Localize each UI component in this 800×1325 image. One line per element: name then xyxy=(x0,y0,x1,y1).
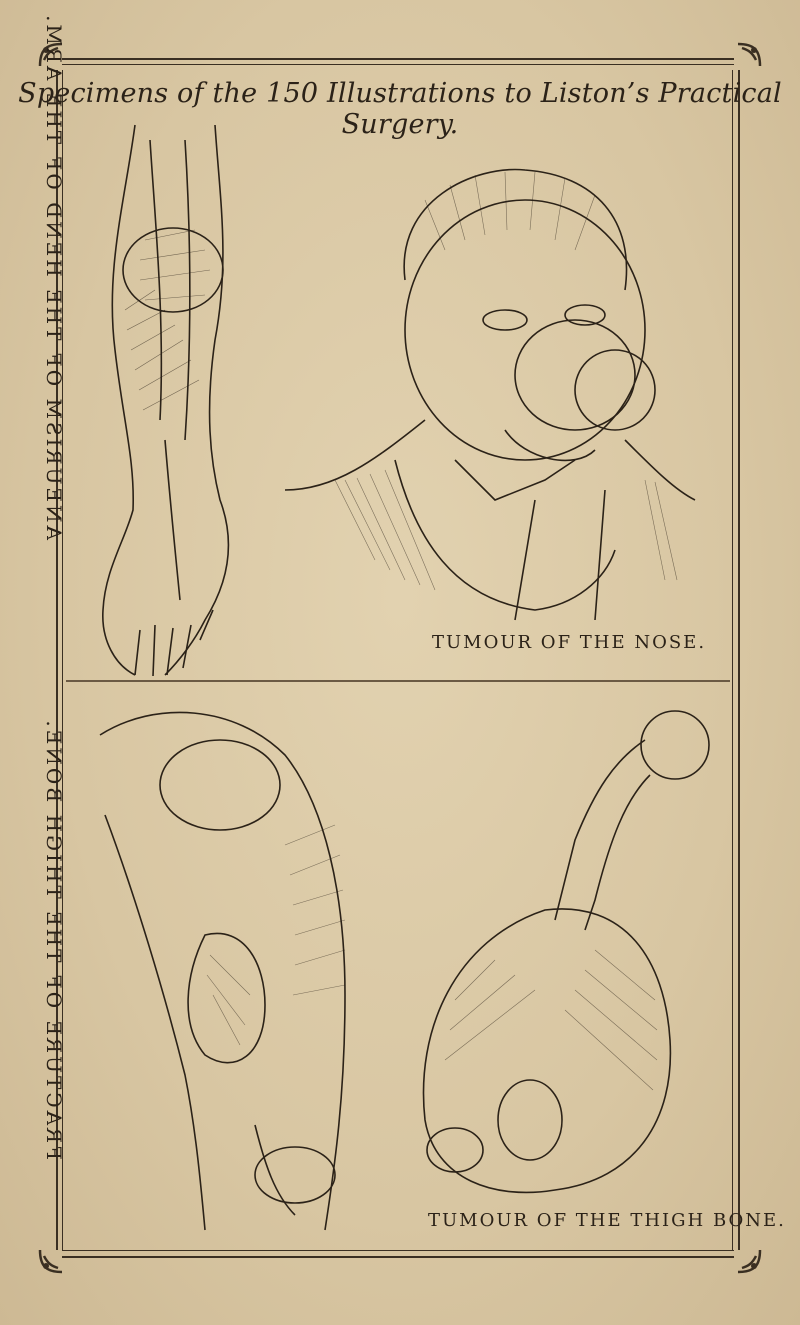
figure-nose-illustration xyxy=(275,160,715,630)
figure-thigh-tumour-illustration xyxy=(395,700,715,1210)
figure-arm-caption: ANEURISM OF THE HEND OF THE ARM. xyxy=(42,12,66,540)
top-border-inner xyxy=(62,64,734,65)
page-title: Specimens of the 150 Illustrations to Liston’s Practical Surgery. xyxy=(18,78,782,140)
figure-thigh-tumour-caption: TUMOUR OF THE THIGH BONE. xyxy=(428,1210,786,1231)
bottom-border xyxy=(62,1256,734,1258)
bottom-border-inner xyxy=(62,1250,734,1251)
figure-nose-caption: TUMOUR OF THE NOSE. xyxy=(432,632,707,653)
right-border-inner xyxy=(732,70,733,1250)
corner-ornament-icon xyxy=(36,1246,66,1276)
figure-arm-illustration xyxy=(95,120,245,680)
corner-ornament-icon xyxy=(734,40,764,70)
right-border xyxy=(738,70,740,1250)
top-border xyxy=(62,58,734,60)
corner-ornament-icon xyxy=(734,1246,764,1276)
figure-thigh-fracture-caption: FRACTURE OF THE THIGH BONE. xyxy=(42,717,66,1160)
figure-thigh-fracture-illustration xyxy=(95,695,375,1235)
middle-divider xyxy=(66,680,730,682)
